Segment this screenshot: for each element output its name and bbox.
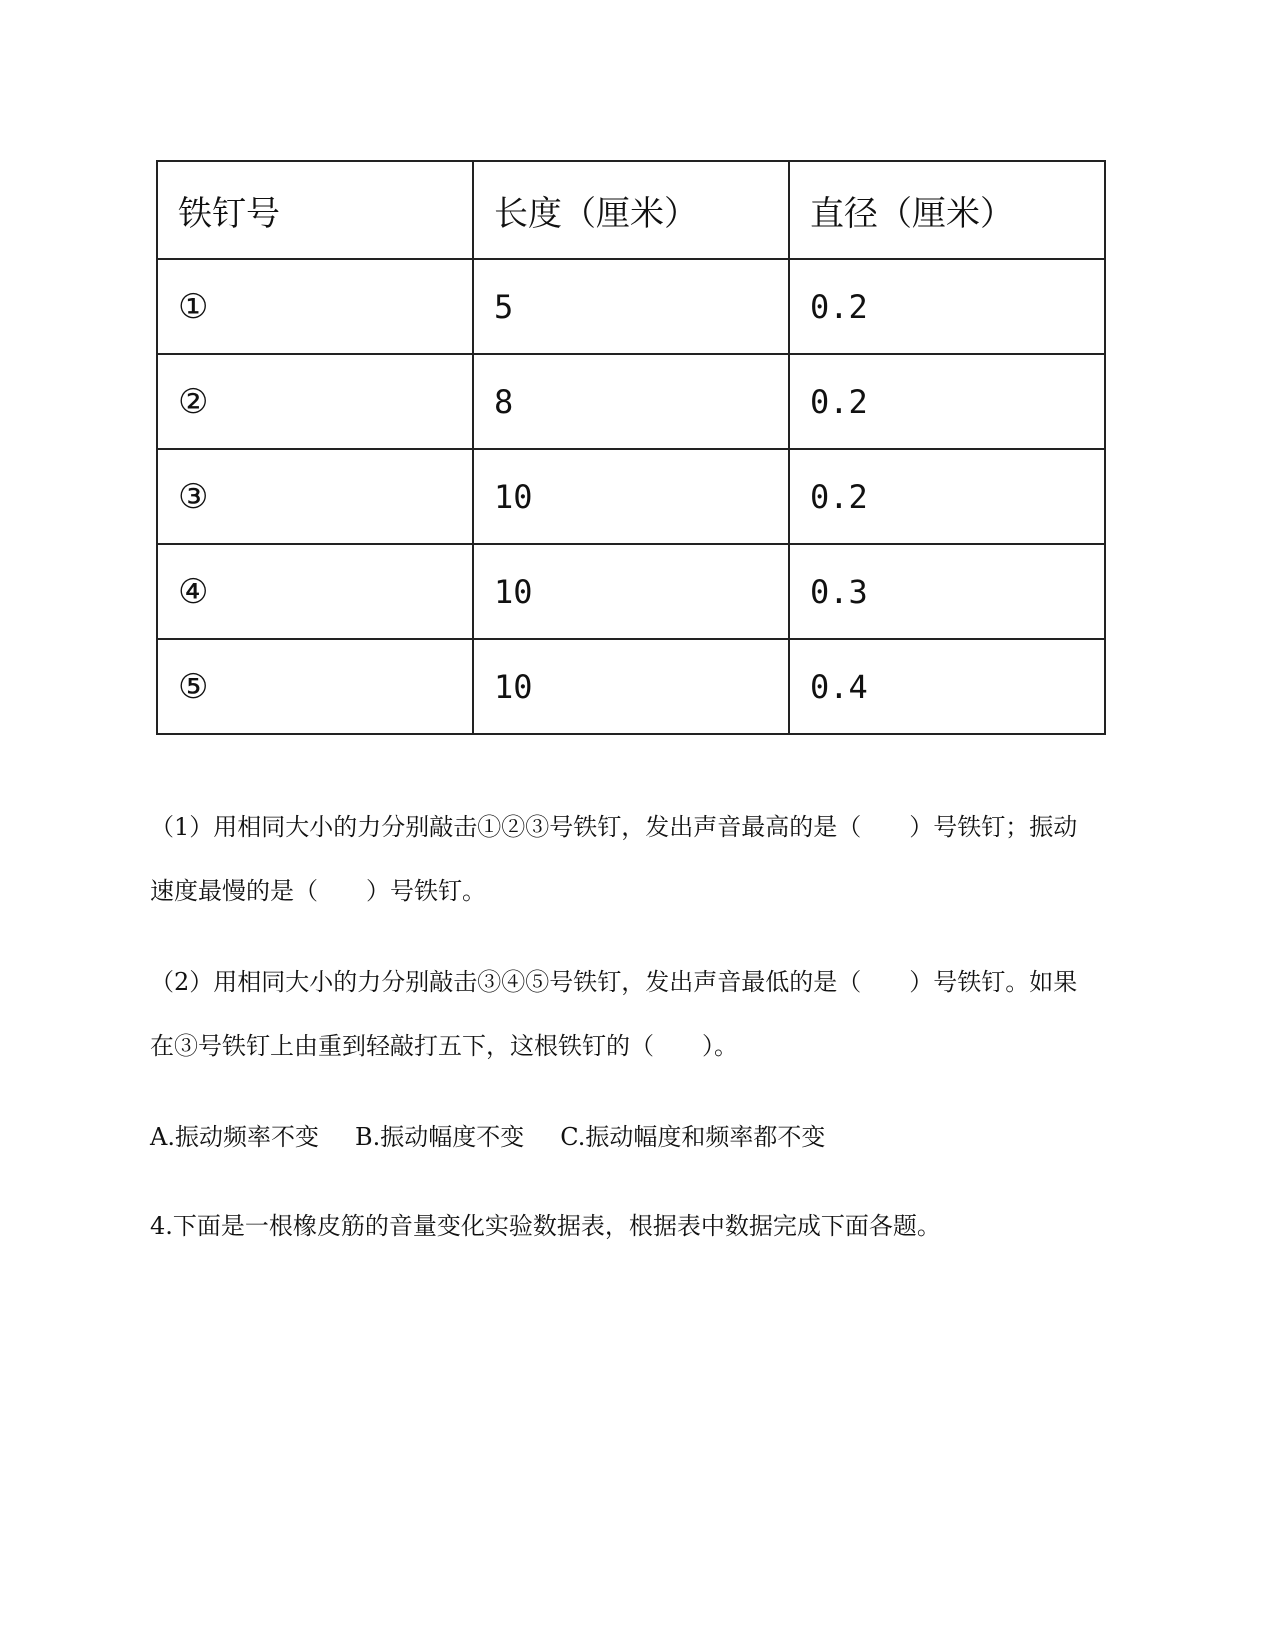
cell-nail-number: ⑤ bbox=[157, 639, 473, 734]
answer-options bbox=[150, 1122, 1130, 1152]
question-1-line-2: 速度最慢的是（ ）号铁钉。 bbox=[150, 877, 486, 905]
option-a: A.振动频率不变 bbox=[150, 1123, 319, 1151]
cell-diameter: 0.2 bbox=[789, 354, 1105, 449]
nail-data-table bbox=[156, 160, 1106, 735]
cell-length: 5 bbox=[473, 259, 789, 354]
table-row bbox=[157, 639, 1105, 734]
header-nail-number: 铁钉号 bbox=[157, 161, 473, 259]
cell-nail-number: ④ bbox=[157, 544, 473, 639]
cell-diameter: 0.3 bbox=[789, 544, 1105, 639]
table-row bbox=[157, 449, 1105, 544]
cell-nail-number: ③ bbox=[157, 449, 473, 544]
cell-nail-number: ② bbox=[157, 354, 473, 449]
question-2-line-1: （2）用相同大小的力分别敲击③④⑤号铁钉，发出声音最低的是（ ）号铁钉。如果 bbox=[150, 968, 1078, 996]
cell-length: 10 bbox=[473, 449, 789, 544]
table-header-row bbox=[157, 161, 1105, 259]
table-row bbox=[157, 354, 1105, 449]
cell-nail-number: ① bbox=[157, 259, 473, 354]
cell-length: 8 bbox=[473, 354, 789, 449]
question-4: 4.下面是一根橡皮筋的音量变化实验数据表，根据表中数据完成下面各题。 bbox=[150, 1212, 941, 1240]
cell-diameter: 0.2 bbox=[789, 259, 1105, 354]
option-b: B.振动幅度不变 bbox=[354, 1123, 525, 1151]
option-c: C.振动幅度和频率都不变 bbox=[560, 1123, 826, 1151]
cell-length: 10 bbox=[473, 544, 789, 639]
cell-diameter: 0.4 bbox=[789, 639, 1105, 734]
header-length: 长度（厘米） bbox=[473, 161, 789, 259]
header-diameter: 直径（厘米） bbox=[789, 161, 1105, 259]
cell-length: 10 bbox=[473, 639, 789, 734]
question-1-line-1: （1）用相同大小的力分别敲击①②③号铁钉，发出声音最高的是（ ）号铁钉；振动 bbox=[150, 813, 1078, 841]
question-2-line-2: 在③号铁钉上由重到轻敲打五下，这根铁钉的（ ）。 bbox=[150, 1032, 738, 1060]
table-row bbox=[157, 259, 1105, 354]
cell-diameter: 0.2 bbox=[789, 449, 1105, 544]
table-row bbox=[157, 544, 1105, 639]
